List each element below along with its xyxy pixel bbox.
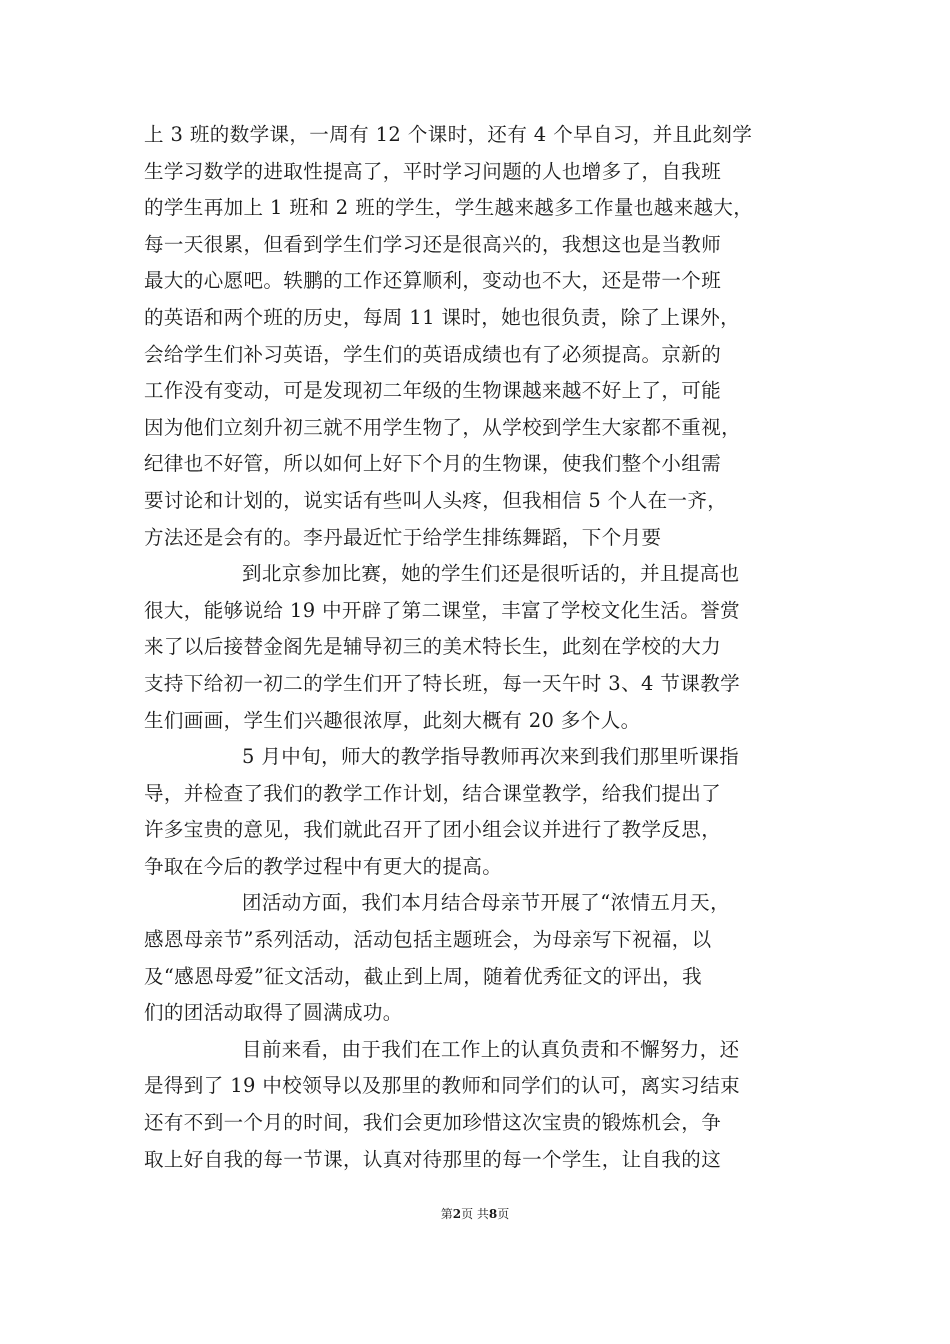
current-page-number: 2 xyxy=(452,1207,462,1221)
text-line: 上 3 班的数学课，一周有 12 个课时，还有 4 个早自习，并且此刻学 xyxy=(144,123,753,146)
footer-suffix: 页 xyxy=(497,1207,510,1221)
text-line: 工作没有变动，可是发现初二年级的生物课越来越不好上了，可能 xyxy=(144,379,722,403)
text-line: 最大的心愿吧。轶鹏的工作还算顺利，变动也不大，还是带一个班 xyxy=(144,269,722,293)
text-line: 争取在今后的教学过程中有更大的提高。 xyxy=(144,854,503,878)
text-line: 5 月中旬，师大的教学指导教师再次来到我们那里听课指 xyxy=(242,745,740,769)
text-line: 及“感恩母爱”征文活动，截止到上周，随着优秀征文的评出，我 xyxy=(144,964,703,988)
text-line: 要讨论和计划的，说实话有些叫人头疼，但我相信 5 个人在一齐， xyxy=(144,488,728,512)
text-line: 的学生再加上 1 班和 2 班的学生，学生越来越多工作量也越来越大， xyxy=(144,196,754,220)
text-line: 每一天很累，但看到学生们学习还是很高兴的，我想这也是当教师 xyxy=(144,232,722,256)
footer-prefix: 第 xyxy=(440,1207,453,1221)
page-footer xyxy=(0,1206,950,1222)
text-line: 的英语和两个班的历史，每周 11 课时，她也很负责，除了上课外， xyxy=(144,305,741,329)
text-line: 许多宝贵的意见，我们就此召开了团小组会议并进行了教学反思， xyxy=(144,818,722,842)
text-line: 团活动方面，我们本月结合母亲节开展了“浓情五月天， xyxy=(242,891,730,915)
text-line: 到北京参加比赛，她的学生们还是很听话的，并且提高也 xyxy=(242,562,740,586)
text-line: 支持下给初一初二的学生们开了特长班，每一天午时 3、4 节课教学 xyxy=(144,671,741,695)
text-line: 来了以后接替金阁先是辅导初三的美术特长生，此刻在学校的大力 xyxy=(144,635,722,659)
text-line: 纪律也不好管，所以如何上好下个月的生物课，使我们整个小组需 xyxy=(144,452,722,476)
text-line: 因为他们立刻升初三就不用学生物了，从学校到学生大家都不重视， xyxy=(144,415,742,439)
text-line: 导，并检查了我们的教学工作计划，结合课堂教学，给我们提出了 xyxy=(144,781,722,805)
text-line: 们的团活动取得了圆满成功。 xyxy=(144,1001,403,1025)
text-line: 目前来看，由于我们在工作上的认真负责和不懈努力，还 xyxy=(242,1037,740,1061)
text-line: 会给学生们补习英语，学生们的英语成绩也有了必须提高。京新的 xyxy=(144,342,722,366)
text-line: 很大，能够说给 19 中开辟了第二课堂，丰富了学校文化生活。誉赏 xyxy=(144,598,741,622)
text-line: 感恩母亲节”系列活动，活动包括主题班会，为母亲写下祝福，以 xyxy=(144,928,712,952)
text-line: 生学习数学的进取性提高了，平时学习问题的人也增多了，自我班 xyxy=(144,159,722,183)
text-line: 取上好自我的每一节课，认真对待那里的每一个学生，让自我的这 xyxy=(144,1147,722,1171)
text-line: 还有不到一个月的时间，我们会更加珍惜这次宝贵的锻炼机会，争 xyxy=(144,1111,722,1135)
body-text xyxy=(144,117,814,1178)
text-line: 生们画画，学生们兴趣很浓厚，此刻大概有 20 多个人。 xyxy=(144,708,641,732)
text-line: 方法还是会有的。李丹最近忙于给学生排练舞蹈，下个月要 xyxy=(144,525,662,549)
footer-middle: 页 共 xyxy=(461,1207,489,1221)
text-line: 是得到了 19 中校领导以及那里的教师和同学们的认可，离实习结束 xyxy=(144,1074,741,1098)
total-pages-number: 8 xyxy=(488,1207,498,1221)
